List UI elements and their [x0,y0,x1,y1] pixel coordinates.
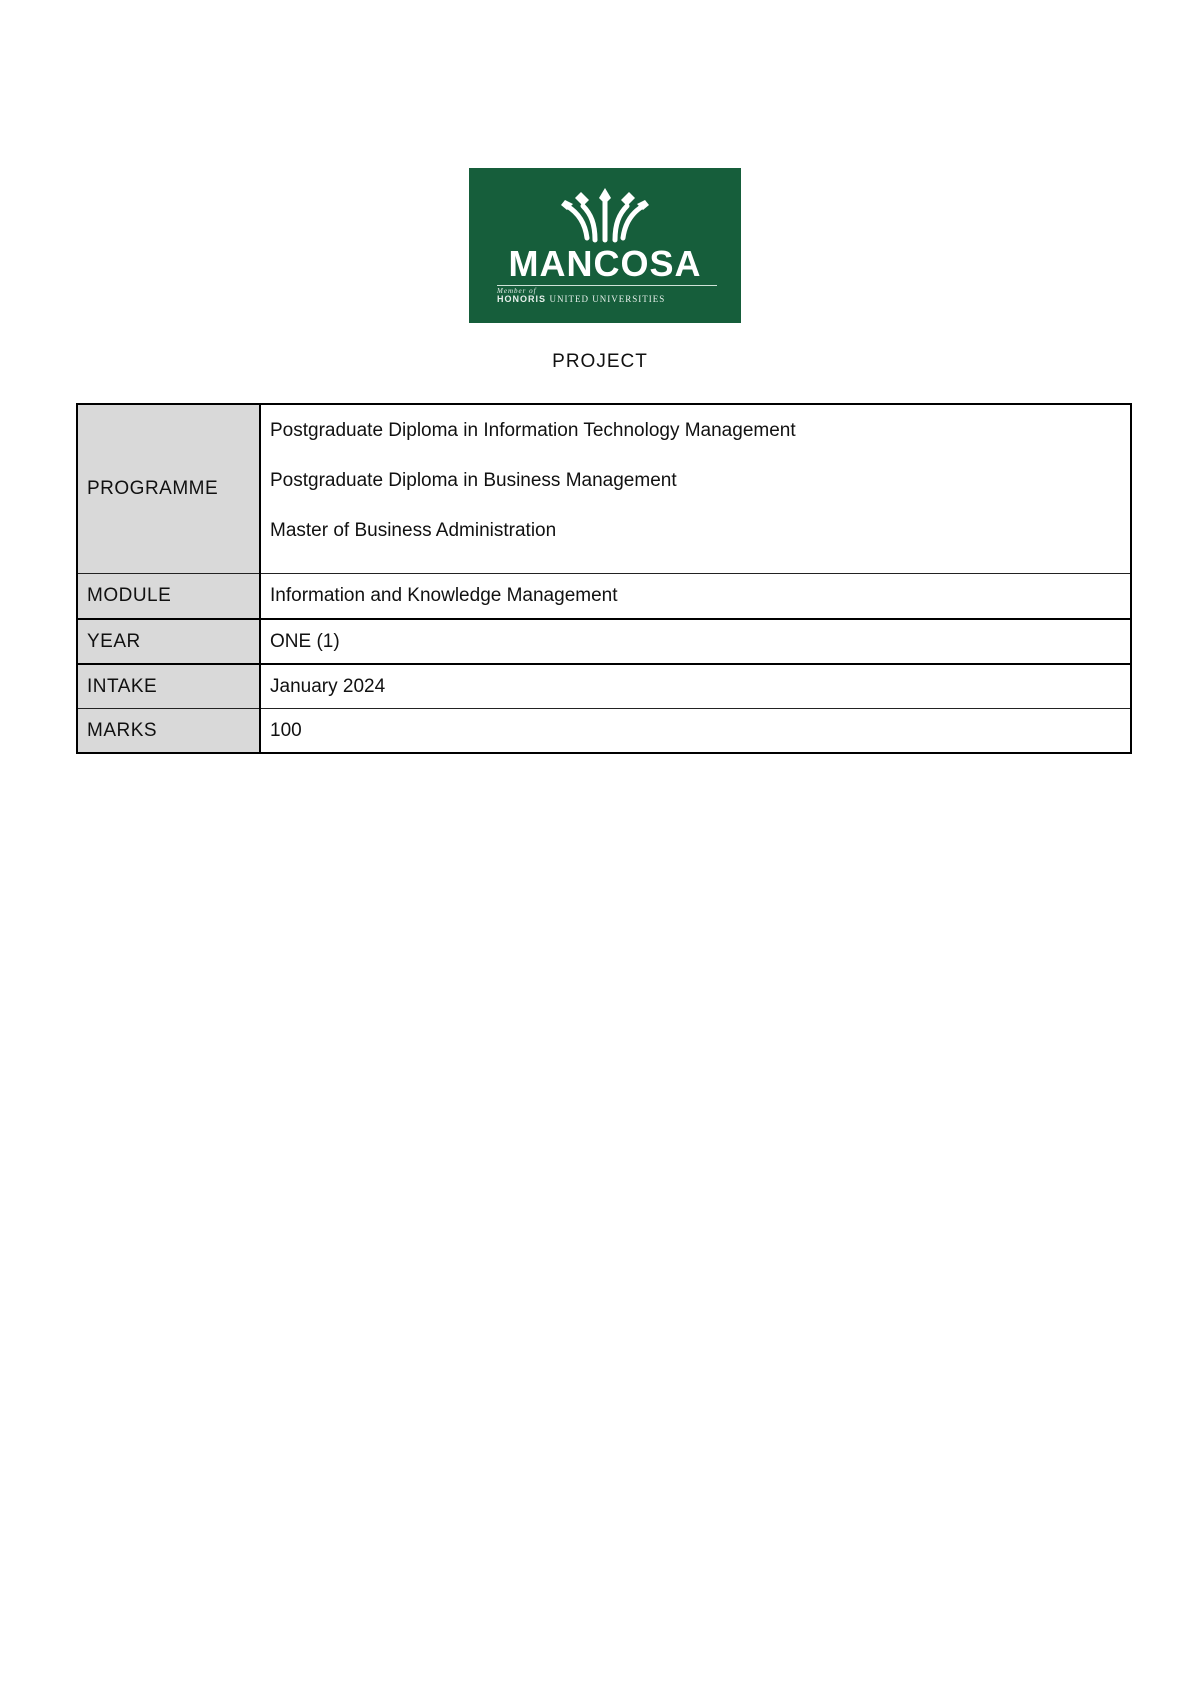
intake-label: INTAKE [77,664,260,709]
document-title: PROJECT [552,351,648,372]
project-info-table [76,403,1132,754]
table-row-intake [77,664,1131,709]
programme-item: Postgraduate Diploma in Information Technology Management [270,420,796,441]
programme-item: Master of Business Administration [270,520,557,541]
programme-item: Postgraduate Diploma in Business Management [270,470,677,491]
wheat-emblem-icon [469,168,741,248]
logo-member-of: Member of [497,287,537,295]
table-row-programme [77,404,1131,574]
table-row-year [77,619,1131,664]
intake-value: January 2024 [260,664,1131,709]
mancosa-logo [469,168,741,323]
programme-value [260,404,1131,574]
module-value: Information and Knowledge Management [260,574,1131,620]
year-value: ONE (1) [260,619,1131,664]
logo-network-honoris: HONORIS [497,294,547,304]
logo-wordmark: MANCOSA [508,243,702,284]
module-label: MODULE [77,574,260,620]
marks-value: 100 [260,709,1131,754]
table-row-marks [77,709,1131,754]
marks-label: MARKS [77,709,260,754]
table-row-module [77,574,1131,620]
logo-network-line [497,285,717,304]
programme-label: PROGRAMME [77,404,260,574]
year-label: YEAR [77,619,260,664]
logo-network-united: UNITED UNIVERSITIES [549,294,666,304]
programme-list [270,412,1121,566]
